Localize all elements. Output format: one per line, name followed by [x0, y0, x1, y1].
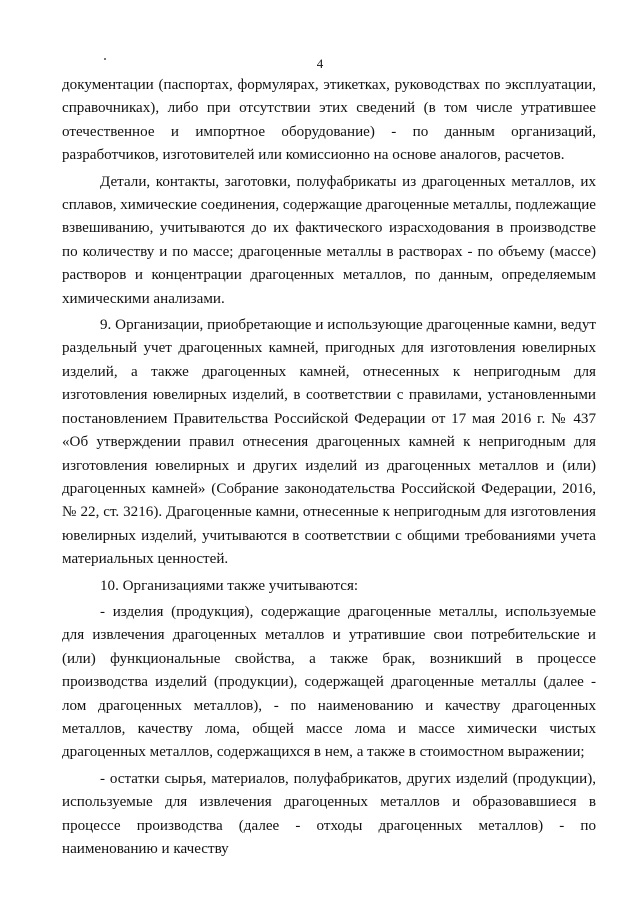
paragraph-item-10: 10. Организациями также учитываются:: [100, 577, 359, 594]
paragraph-waste-metals: - остатки сырья, материалов, полуфабрикатов, других изделий (продукции), используемые для извлечения драгоценных металлов и образовавшиеся в процессе производства (далее - отходы драгоценных металлов) - по наименованию и качеству: [62, 770, 596, 857]
paragraph-item-9: 9. Организации, приобретающие и использующие драгоценные камни, ведут раздельный учет драгоценных камней, пригодных для изготовления ювелирных изделий, а также драгоценных камней, отнесенных к непригодным для изготовления ювелирных изделий, в соответствии с правилами, установленными постановлением Правительства Российской Федерации от 17 мая 2016 г. № 437 «Об утверждении правил отнесения драгоценных камней к непригодным для изготовления ювелирных и других изделий из драгоценных металлов и (или) драгоценных камней» (Собрание законодательства Российской Федерации, 2016, № 22, ст. 3216). Драгоценные камни, отнесенные к непригодным для изготовления ювелирных изделий, учитываются в соответствии с общими требованиями учета материальных ценностей.: [62, 317, 596, 568]
paragraph-continuation: документации (паспортах, формулярах, этикетках, руководствах по эксплуатации, справочниках), либо при отсутствии этих сведений (в том числе утратившее отечественное и импортное оборудование) - по данным организаций, разработчиков, изготовителей или комиссионно на основе аналогов, расчетов.: [62, 77, 596, 164]
page-number: 4: [316, 56, 324, 71]
paragraph-details-accounting: Детали, контакты, заготовки, полуфабрикаты из драгоценных металлов, их сплавов, химические соединения, содержащие драгоценные металлы, подлежащие взвешиванию, учитываются до их фактического израсходования в производстве по количеству и по массе; драгоценные металлы в растворах - по объему (массе) растворов и концентрации драгоценных металлов, по данным, определяемым химическими анализами.: [62, 173, 596, 307]
document-body: [62, 74, 596, 864]
paragraph-scrap-metals: - изделия (продукция), содержащие драгоценные металлы, используемые для извлечения драгоценных металлов и утратившие свои потребительские и (или) функциональные свойства, а также брак, возникший в процессе производства изделий (продукции), содержащей драгоценные металлы (далее - лом драгоценных металлов), - по наименованию и качеству драгоценных металлов, качеству лома, общей массе лома и массе химически чистых драгоценных металлов, содержащихся в нем, а также в стоимостном выражении;: [62, 603, 596, 761]
